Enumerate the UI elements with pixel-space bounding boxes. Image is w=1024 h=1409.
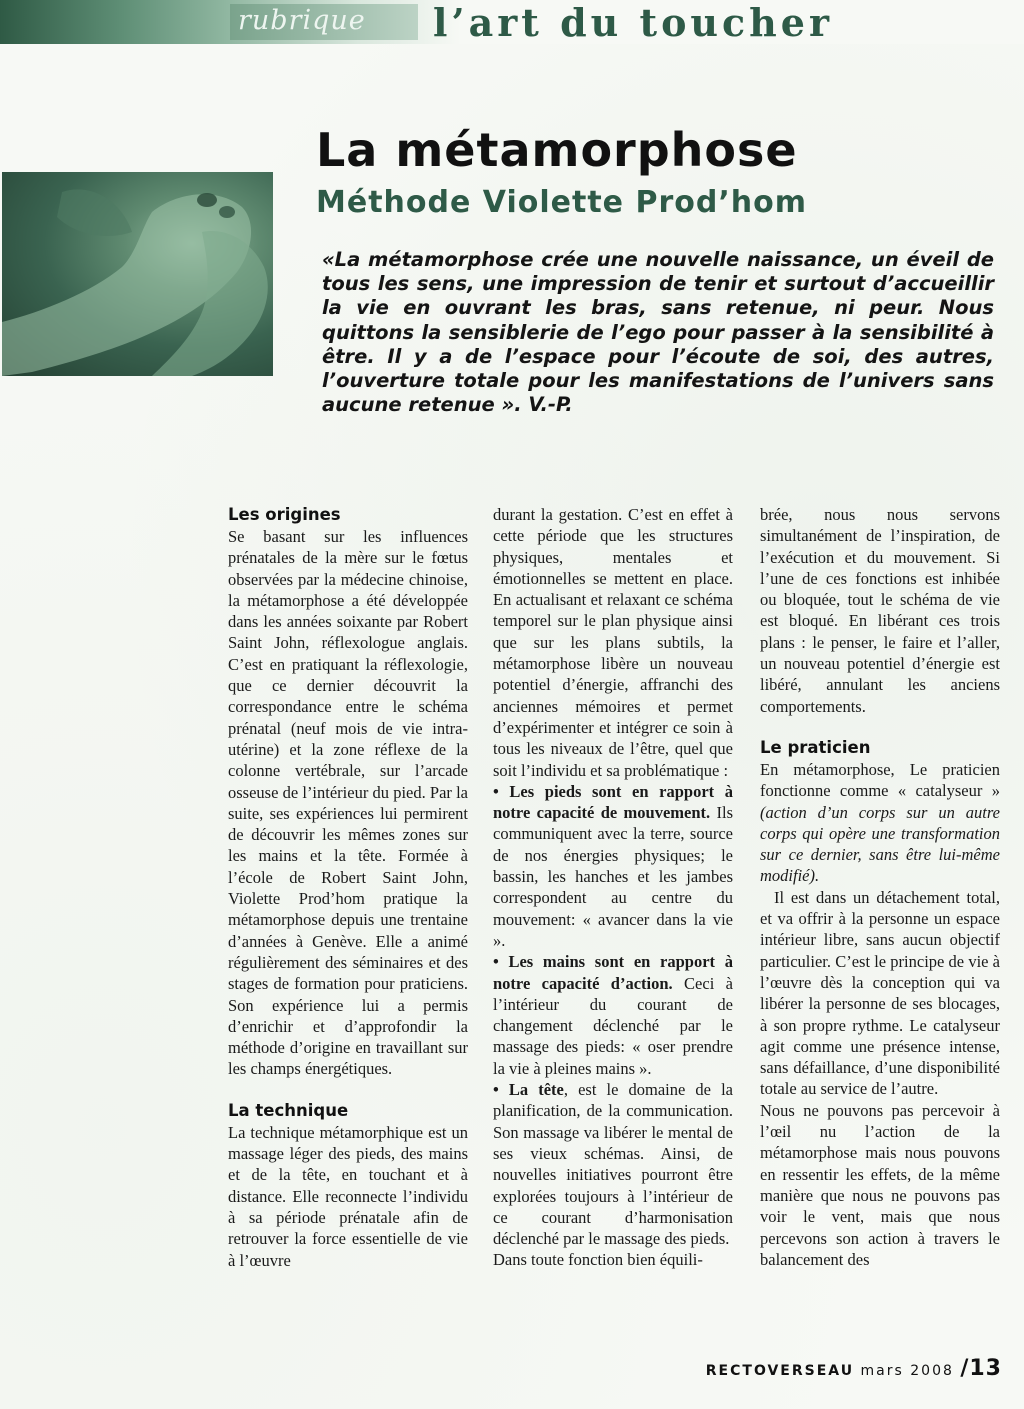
rubrique-label: rubrique	[230, 4, 418, 40]
pieds-text: Ils communiquent avec la terre, source de nos énergies physiques; le bassin, les hanches et les jambes correspondent au centre du mouvement: « avancer dans la vie ».	[493, 803, 734, 950]
article-title: La métamorphose	[316, 123, 798, 177]
foot-silhouette-icon	[2, 172, 273, 376]
tete-text: , est le domaine de la planification, de la communication. Son massage va libérer le mental de ses vieux schémas. Ainsi, de nouvelles initiatives pourront être explorées toujours à l’intérieur de ce courant d’harmonisation déclenché par le massage des pieds.	[493, 1080, 733, 1249]
foot-massage-photo	[2, 172, 273, 376]
issue-date: mars 2008	[860, 1363, 954, 1379]
heading-origines: Les origines	[228, 505, 341, 524]
column-1	[228, 504, 468, 1271]
column-2	[493, 504, 733, 1271]
paragraph-technique: La technique métamorphique est un massage léger des pieds, des mains et de la tête, en touchant et à distance. Elle reconnecte l’individu à sa période prénatale afin de retrouver la force essentielle de vie à l’œuvre	[228, 1122, 468, 1270]
pieds-bold: • Les pieds sont en rapport à notre capacité de mouvement.	[493, 781, 733, 823]
praticien-definition: (action d’un corps sur un autre corps qui opère une transformation sur ce dernier, sans être lui-même modifié).	[760, 802, 1000, 886]
article-quote: «La métamorphose crée une nouvelle naissance, un éveil de tous les sens, une impression de tenir et surtout d’accueillir la vie en ouvrant les bras, sans retenue, ni peur. Nous quittons la sensiblerie de l’ego pour passer à la sensibilité à être. Il y a de l’espace pour l’écoute de soi, des autres, l’ouverture totale pour les manifestations de l’univers sans aucune retenue ». V.-P.	[322, 248, 994, 417]
mains-bold: • Les mains sont en rapport à notre capacité d’action.	[493, 952, 733, 993]
page-footer	[706, 1356, 1002, 1381]
heading-praticien: Le praticien	[760, 737, 871, 757]
paragraph-percevoir: Nous ne pouvons pas percevoir à l’œil nu l’action de la métamorphose mais nous pouvons en ressentir les effets, de la même manière que nous ne pouvons pas voir le vent, mais que nous percevons son action à travers le balancement des	[760, 1100, 1000, 1269]
paragraph-fonctions: brée, nous nous servons simultanément de l’inspiration, de l’exécution et du mouvement. Si l’une de ces fonctions est inhibée ou bloquée, tout le schéma de vie est bloqué. En libérant ces trois plans : le penser, le faire et l’aller, un nouveau potentiel d’énergie est libéré, annulant les anciens comportements.	[760, 505, 1000, 716]
magazine-name: RECTOVERSEAU	[705, 1363, 855, 1379]
paragraph-gestation: durant la gestation. C’est en effet à cette période que les structures physiques, mentales et émotionnelles se mettent en place. En actualisant et relaxant ce schéma temporel sur le plan physique ainsi que sur les plans subtils, la métamorphose libère un nouveau potentiel d’énergie, affranchi des anciennes mémoires et permet d’expérimenter et intégrer ce soin à tous les niveaux de l’être, quel que soit l’individu et sa problématique :	[493, 505, 733, 780]
mains-text: Ceci à l’intérieur du courant de changement déclenché par le massage des pieds: « oser prendre la vie à pleines mains ».	[493, 973, 733, 1078]
tete-bold: • La tête	[493, 1080, 564, 1100]
paragraph-mains	[493, 951, 733, 1079]
paragraph-equilibre: Dans toute fonction bien équili-	[493, 1250, 703, 1270]
paragraph-detachement: Il est dans un détachement total, et va offrir à la personne un espace intérieur libre, sans aucun objectif particulier. C’est le principe de vie à l’œuvre dès la conception qui va libérer la personne de ses blocages, à son propre rythme. Le catalyseur agit comme une présence intense, sans défaillance, d’une disponibilité totale au service de l’autre.	[760, 887, 1000, 1099]
paragraph-praticien	[760, 759, 1000, 887]
column-3	[760, 504, 1000, 1270]
heading-technique: La technique	[228, 1100, 349, 1120]
paragraph-tete	[493, 1079, 733, 1249]
page-number: /13	[960, 1356, 1002, 1381]
section-title: l’art du toucher	[433, 0, 834, 45]
paragraph-pieds	[493, 781, 733, 951]
article-subtitle: Méthode Violette Prod’hom	[316, 185, 807, 220]
paragraph-origines: Se basant sur les influences prénatales de la mère sur le fœtus observées par la médecine chinoise, la métamorphose a été développée dans les années soixante par Robert Saint John, réflexologue anglais. C’est en pratiquant la réflexologie, que ce dernier découvrit la correspondance entre le schéma prénatal (neuf mois de vie intra-utérine) et la zone réflexe de la colonne vertébrale, sur l’arcade osseuse de l’intérieur du pied. Par la suite, ses expériences lui permirent de découvrir les mêmes zones sur les mains et la tête. Formée à l’école de Robert Saint John, Violette Prod’hom pratique la métamorphose depuis une trentaine d’années à Genève. Elle a animé régulièrement des séminaires et des stages de formation pour praticiens. Son expérience lui a permis d’enrichir et d’approfondir la méthode d’origine en travaillant sur les champs énergétiques.	[228, 527, 468, 1079]
praticien-text: En métamorphose, Le praticien fonctionne comme « catalyseur »	[760, 759, 1000, 801]
